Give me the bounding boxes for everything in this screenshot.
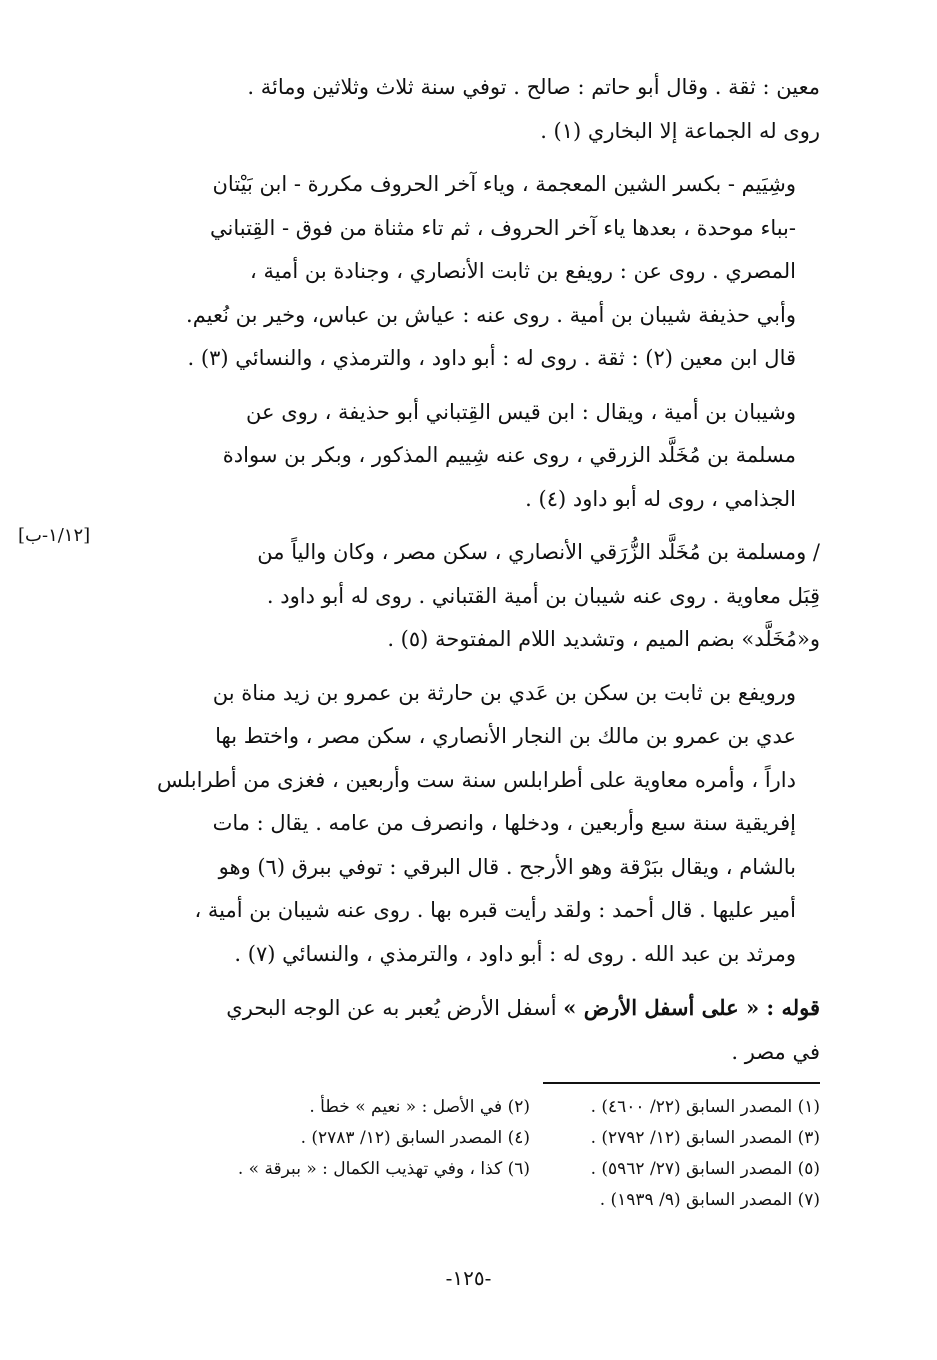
text-line: وشيبان بن أمية ، ويقال : ابن قيس القِتباني أبو حذيفة ، روى عن	[246, 399, 796, 424]
text-line: معين : ثقة . وقال أبو حاتم : صالح . توفي سنة ثلاث وثلاثين ومائة .	[247, 75, 820, 99]
footnotes	[135, 1092, 820, 1216]
footnote: (٥) المصدر السابق (٢٧/ ٥٩٦٢) .	[590, 1159, 820, 1179]
footnote-divider	[543, 1082, 820, 1084]
text-line	[135, 986, 820, 1031]
page-number: -١٢٥-	[445, 1266, 492, 1290]
paragraph-4	[135, 531, 820, 662]
paragraph-2	[135, 163, 820, 381]
text-line: وأبي حذيفة شيبان بن أمية . روى عنه : عياش بن عباس، وخير بن نُعيم.	[186, 302, 796, 327]
footnote: (٦) كذا ، وفي تهذيب الكمال : « ببرقة » .	[237, 1159, 530, 1179]
footnote-row	[135, 1185, 820, 1216]
text-line: ورويفع بن ثابت بن سكن بن عَدي بن حارثة بن عمرو بن زيد مناة بن	[212, 680, 796, 705]
footnote-row	[135, 1154, 820, 1185]
text-line: إفريقية سنة سبع وأربعين ، ودخلها ، وانصرف من عامه . يقال : مات	[212, 811, 796, 835]
footnote: (٤) المصدر السابق (١٢/ ٢٧٨٣) .	[300, 1128, 530, 1148]
main-text	[135, 66, 820, 1084]
text-line: قال ابن معين (٢) : ثقة . روى له : أبو داود ، والترمذي ، والنسائي (٣) .	[187, 346, 796, 370]
text-line: قِبَل معاوية . روى عنه شيبان بن أمية القتباني . روى له أبو داود .	[266, 583, 820, 608]
text-line: -بباء موحدة ، بعدها ياء آخر الحروف ، ثم تاء مثناة من فوق - القِتباني	[210, 215, 796, 240]
text-line: بالشام ، ويقال ببَرْقة وهو الأرجح . قال البرقي : توفي ببرق (٦) وهو	[218, 854, 796, 879]
text-line: / ومسلمة بن مُخَلَّد الزُّرَقي الأنصاري ، سكن مصر ، وكان والياً من	[257, 540, 820, 564]
footnote: (٣) المصدر السابق (١٢/ ٢٧٩٢) .	[590, 1128, 820, 1148]
footnote-row	[135, 1123, 820, 1154]
text-line: عدي بن عمرو بن مالك بن النجار الأنصاري ، سكن مصر ، واختط بها	[215, 724, 796, 748]
paragraph-6	[135, 986, 820, 1074]
footnote: (٢) في الأصل : « نعيم » خطأ .	[309, 1097, 530, 1117]
paragraph-1	[135, 66, 820, 153]
text-line: المصري . روى عن : رويفع بن ثابت الأنصاري ، وجنادة بن أمية ،	[250, 259, 796, 283]
text-line: الجذامي ، روى له أبو داود (٤) .	[525, 486, 796, 511]
footnote: (٧) المصدر السابق (٩/ ١٩٣٩) .	[599, 1190, 820, 1210]
manuscript-folio-ref: [١/١٢-ب]	[18, 525, 91, 546]
text-line: وشِيَيم - بكسر الشين المعجمة ، وياء آخر الحروف مكررة - ابن بَيْتان	[212, 172, 796, 196]
text-line: ومرثد بن عبد الله . روى له : أبو داود ، والترمذي ، والنسائي (٧) .	[234, 941, 796, 966]
text-line: أمير عليها . قال أحمد : ولقد رأيت قبره بها . روى عنه شيبان بن أمية ،	[194, 898, 796, 922]
paragraph-5	[135, 672, 820, 977]
text-line: مسلمة بن مُخَلَّد الزرقي ، روى عنه شِييم المذكور ، وبكر بن سوادة	[222, 443, 796, 467]
quoted-phrase: قوله : « على أسفل الأرض »	[563, 995, 820, 1020]
text-line: في مصر .	[731, 1039, 820, 1064]
footnote: (١) المصدر السابق (٢٢/ ٤٦٠٠) .	[590, 1097, 820, 1117]
paragraph-3	[135, 391, 820, 522]
text-line: روى له الجماعة إلا البخاري (١) .	[540, 118, 820, 143]
text-line: و«مُخَلَّد» بضم الميم ، وتشديد اللام المفتوحة (٥) .	[387, 627, 820, 651]
text-span: أسفل الأرض يُعبر به عن الوجه البحري	[226, 996, 564, 1020]
text-line: داراً ، وأمره معاوية على أطرابلس سنة ست وأربعين ، فغزى من أطرابلس	[157, 767, 796, 792]
footnote-row	[135, 1092, 820, 1123]
